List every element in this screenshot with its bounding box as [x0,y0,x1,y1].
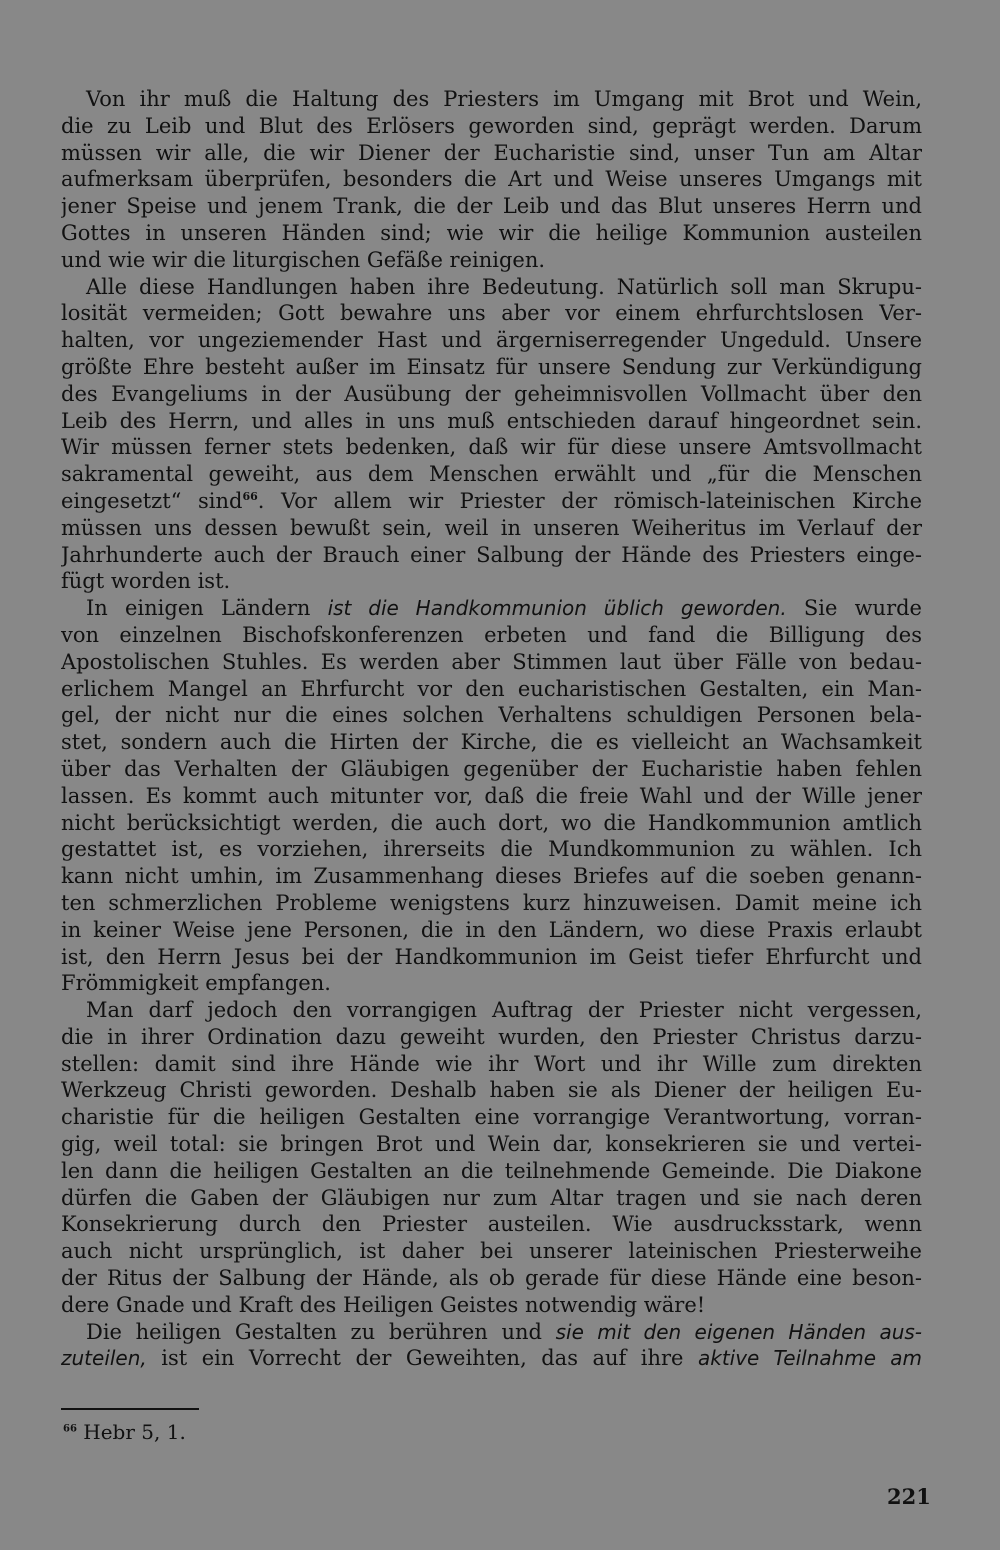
text-segment: und wie wir die liturgischen Gefäße reinigen. [61,247,546,272]
text-line [61,649,922,676]
text-line [61,1265,922,1292]
paragraph [61,86,922,274]
text-segment: In einigen Ländern [86,596,328,621]
text-segment: dürfen die Gaben der Gläubigen nur zum Altar tragen und sie nach deren [61,1185,922,1210]
text-line [61,970,922,997]
text-line [61,1104,922,1131]
footnote-text: Hebr 5, 1. [76,1420,186,1444]
text-line [61,702,922,729]
text-segment: Leib des Herrn, und alles in uns muß entschieden darauf hingeordnet sein. [61,408,922,433]
text-segment: fügt worden ist. [61,569,231,594]
text-segment: lassen. Es kommt auch mitunter vor, daß die freie Wahl und der Wille jener [61,783,922,808]
footnote-marker: 66 [63,1423,77,1435]
text-segment: gestattet ist, es vorziehen, ihrerseits die Mundkommunion zu wählen. Ich [61,837,922,862]
text-segment: charistie für die heiligen Gestalten eine vorrangige Verantwortung, vorran- [61,1105,922,1130]
text-line [61,1131,922,1158]
text-line [61,1051,922,1078]
text-segment: der Ritus der Salbung der Hände, als ob gerade für diese Hände eine beson- [61,1266,922,1291]
text-segment: eingesetzt“ sind [61,488,243,513]
text-line [61,783,922,810]
paragraph [61,595,922,997]
text-line [61,247,922,274]
text-line [61,944,922,971]
text-line [61,86,922,113]
text-line [61,1077,922,1104]
text-line [61,756,922,783]
text-line [61,274,922,301]
text-line [61,140,922,167]
text-segment: die zu Leib und Blut des Erlösers geworden sind, geprägt werden. Darum [61,113,922,138]
text-line [61,166,922,193]
text-line [61,1185,922,1212]
text-segment: Frömmigkeit empfangen. [61,971,331,996]
text-segment: Die heiligen Gestalten zu berühren und [86,1319,556,1344]
text-line [61,488,922,515]
text-segment: . Vor allem wir Priester der römisch-lateinischen Kirche [257,488,922,513]
text-line [61,381,922,408]
text-segment: kann nicht umhin, im Zusammenhang dieses Briefes auf die soeben genann- [61,864,922,889]
text-segment: Alle diese Handlungen haben ihre Bedeutung. Natürlich soll man Skrupu- [86,274,922,299]
text-line [61,1238,922,1265]
text-segment: gig, weil total: sie bringen Brot und Wein dar, konsekrieren sie und vertei- [61,1132,922,1157]
text-segment: Gottes in unseren Händen sind; wie wir die heilige Kommunion austeilen [61,220,922,245]
footnote-ref: 66 [242,489,258,503]
text-segment: gel, der nicht nur die eines solchen Verhaltens schuldigen Personen bela- [61,703,922,728]
text-segment: Werkzeug Christi geworden. Deshalb haben sie als Diener der heiligen Eu- [61,1078,922,1103]
text-line [61,1319,922,1346]
text-line [61,354,922,381]
text-line [61,434,922,461]
text-segment: des Evangeliums in der Ausübung der geheimnisvollen Vollmacht über den [61,381,922,406]
text-line [61,595,922,622]
text-segment: stet, sondern auch die Hirten der Kirche, die es vielleicht an Wachsamkeit [61,730,922,755]
text-line [61,810,922,837]
text-segment: halten, vor ungeziemender Hast und ärgerniserregender Ungeduld. Unsere [61,328,922,353]
text-segment: größte Ehre besteht außer im Einsatz für unsere Sendung zur Verkündigung [61,354,922,379]
text-segment: die in ihrer Ordination dazu geweiht wurden, den Priester Christus darzu- [61,1024,922,1049]
text-segment: nicht berücksichtigt werden, die auch dort, wo die Handkommunion amtlich [61,810,922,835]
italic-text: aktive Teilnahme am [697,1346,922,1371]
text-line [61,1345,922,1372]
paragraph [61,997,922,1319]
text-segment: Konsekrierung durch den Priester austeilen. Wie ausdrucksstark, wenn [61,1212,922,1237]
text-segment: auch nicht ursprünglich, ist daher bei unserer lateinischen Priesterweihe [61,1239,922,1264]
text-line [61,622,922,649]
text-segment: len dann die heiligen Gestalten an die teilnehmende Gemeinde. Die Diakone [61,1158,922,1183]
text-segment: aufmerksam überprüfen, besonders die Art und Weise unseres Umgangs mit [61,167,922,192]
text-segment: ist ein Vorrecht der Geweihten, das auf ihre [146,1346,698,1371]
text-line [61,1292,922,1319]
text-line [61,676,922,703]
text-segment: Sie wurde [786,596,922,621]
page-number: 221 [887,1484,931,1509]
text-line [61,917,922,944]
text-segment: jener Speise und jenem Trank, die der Leib und das Blut unseres Herrn und [61,194,922,219]
text-segment: stellen: damit sind ihre Hände wie ihr Wort und ihr Wille zum direkten [61,1051,922,1076]
text-segment: von einzelnen Bischofskonferenzen erbeten und fand die Billigung des [61,622,922,647]
italic-text: zuteilen, [61,1346,147,1371]
text-line [61,997,922,1024]
text-segment: Von ihr muß die Haltung des Priesters im Umgang mit Brot und Wein, [86,87,922,111]
text-line [61,300,922,327]
text-line [61,836,922,863]
text-line [61,1024,922,1051]
text-line [61,1211,922,1238]
text-segment: Jahrhunderte auch der Brauch einer Salbung der Hände des Priesters einge- [61,542,922,567]
text-segment: müssen uns dessen bewußt sein, weil in unseren Weiheritus im Verlauf der [61,515,922,540]
text-line [61,729,922,756]
text-segment: Man darf jedoch den vorrangigen Auftrag der Priester nicht vergessen, [86,998,922,1023]
italic-text: sie mit den eigenen Händen aus- [555,1319,922,1344]
text-segment: ist, den Herrn Jesus bei der Handkommunion im Geist tiefer Ehrfurcht und [61,944,922,969]
text-segment: dere Gnade und Kraft des Heiligen Geistes notwendig wäre! [61,1292,706,1317]
text-segment: Apostolischen Stuhles. Es werden aber Stimmen laut über Fälle von bedau- [61,649,922,674]
text-segment: losität vermeiden; Gott bewahre uns aber vor einem ehrfurchtslosen Ver- [61,301,922,326]
text-line [61,113,922,140]
text-segment: über das Verhalten der Gläubigen gegenüber der Eucharistie haben fehlen [61,756,922,781]
text-segment: erlichem Mangel an Ehrfurcht vor den eucharistischen Gestalten, ein Man- [61,676,922,701]
paragraph [61,1319,922,1373]
text-segment: sakramental geweiht, aus dem Menschen erwählt und „für die Menschen [61,462,922,487]
footnote [63,1420,186,1444]
italic-text: ist die Handkommunion üblich geworden. [327,596,787,621]
text-line [61,193,922,220]
text-line [61,408,922,435]
text-line [61,1158,922,1185]
text-segment: ten schmerzlichen Probleme wenigstens kurz hinzuweisen. Damit meine ich [61,890,922,915]
paragraph [61,274,922,596]
text-line [61,327,922,354]
text-line [61,863,922,890]
text-line [61,568,922,595]
text-line [61,220,922,247]
text-line [61,890,922,917]
text-segment: müssen wir alle, die wir Diener der Eucharistie sind, unser Tun am Altar [61,140,922,165]
text-segment: in keiner Weise jene Personen, die in den Ländern, wo diese Praxis erlaubt [61,917,922,942]
page-body [61,86,922,1372]
text-line [61,461,922,488]
text-line [61,515,922,542]
footnote-rule [61,1408,199,1410]
text-line [61,542,922,569]
text-segment: Wir müssen ferner stets bedenken, daß wir für diese unsere Amtsvollmacht [61,435,922,460]
